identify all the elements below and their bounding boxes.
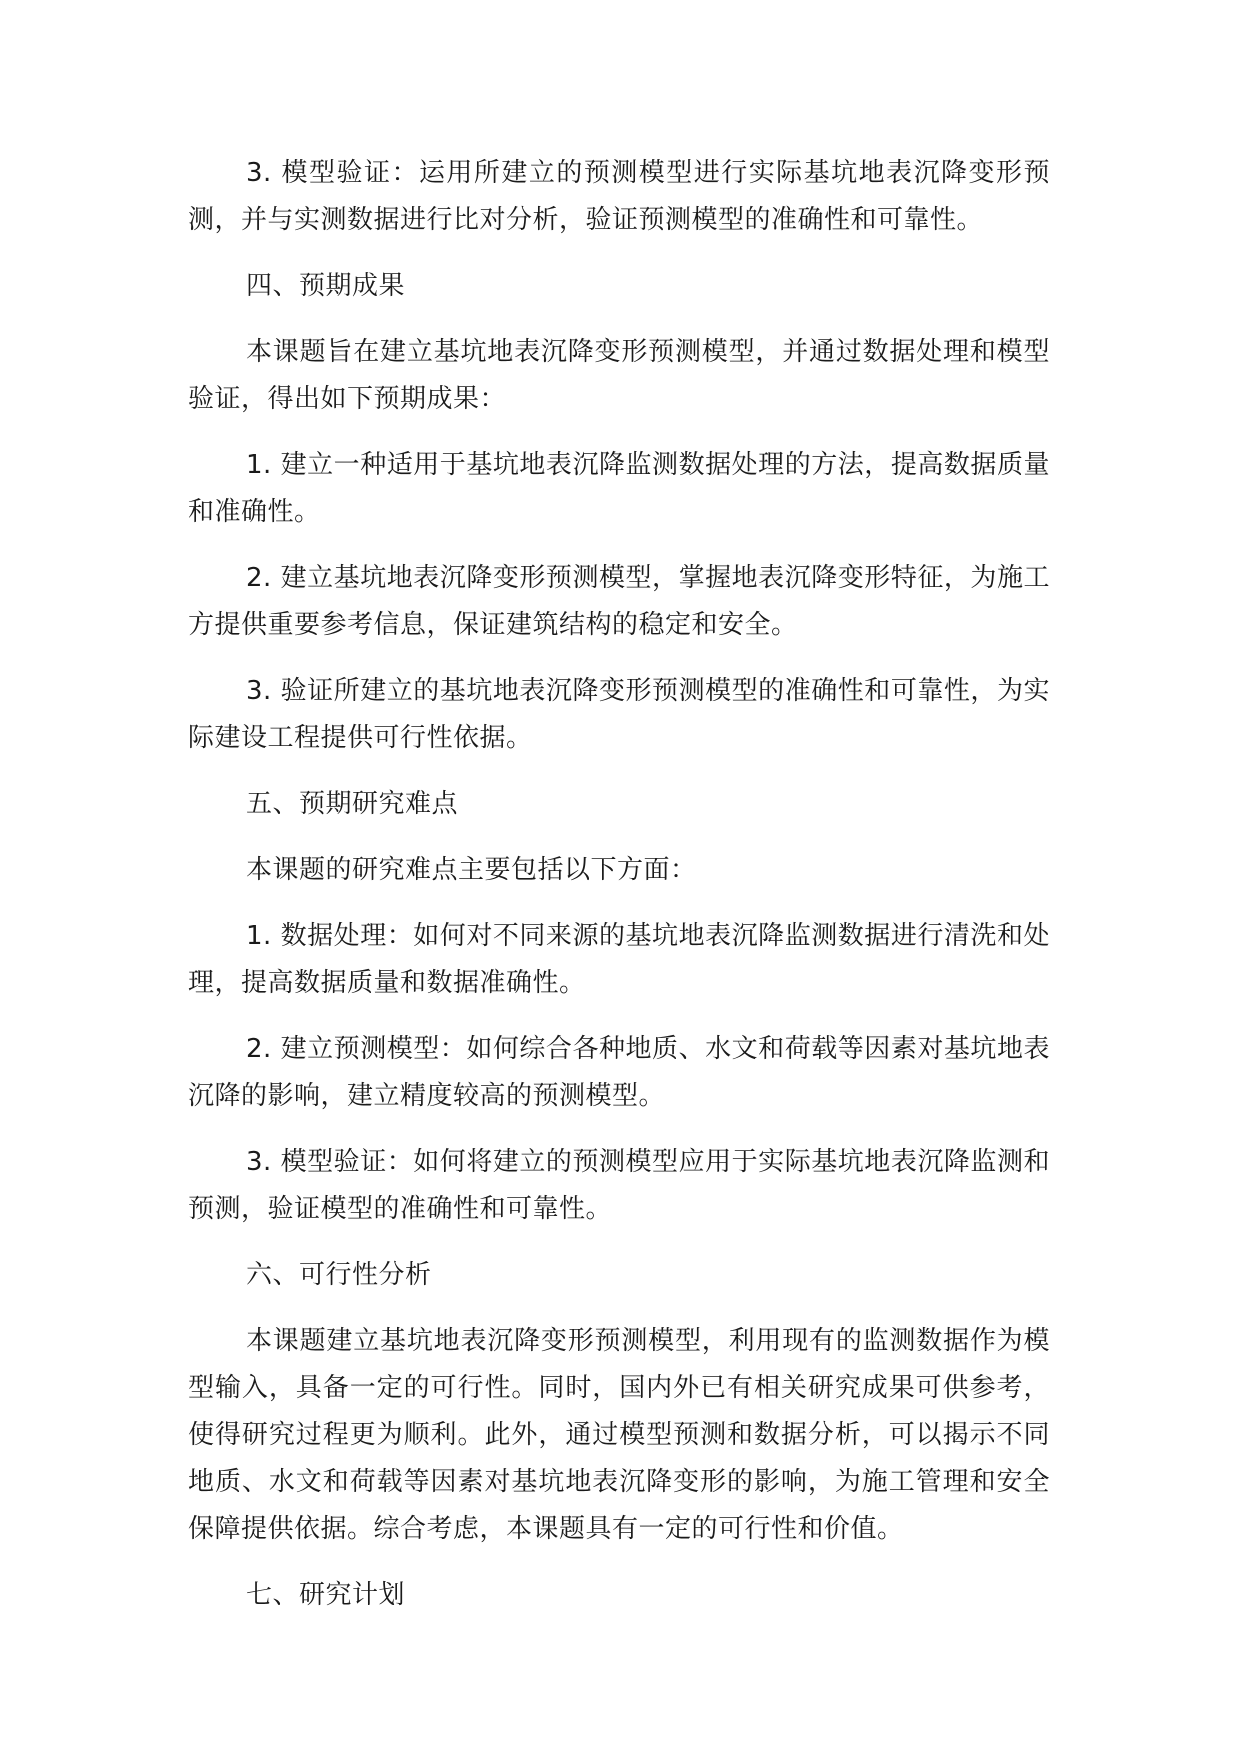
section-heading-expected-results: 四、预期成果: [246, 271, 406, 301]
paragraph-model-validation: 3. 模型验证：运用所建立的预测模型进行实际基坑地表沉降变形预测，并与实测数据进行比对分析，验证预测模型的准确性和可靠性。: [188, 158, 1050, 235]
section-heading-feasibility: 六、可行性分析: [246, 1260, 432, 1290]
paragraph-difficulty-2: 2. 建立预测模型：如何综合各种地质、水文和荷载等因素对基坑地表沉降的影响，建立精度较高的预测模型。: [188, 1034, 1050, 1111]
paragraph-difficulty-3: 3. 模型验证：如何将建立的预测模型应用于实际基坑地表沉降监测和预测，验证模型的准确性和可靠性。: [188, 1147, 1050, 1224]
paragraph-results-intro: 本课题旨在建立基坑地表沉降变形预测模型，并通过数据处理和模型验证，得出如下预期成果：: [188, 337, 1050, 414]
section-heading-research-plan: 七、研究计划: [246, 1580, 406, 1610]
paragraph-result-3: 3. 验证所建立的基坑地表沉降变形预测模型的准确性和可靠性，为实际建设工程提供可行性依据。: [188, 676, 1050, 753]
paragraph-result-1: 1. 建立一种适用于基坑地表沉降监测数据处理的方法，提高数据质量和准确性。: [188, 450, 1050, 527]
paragraph-difficulties-intro: 本课题的研究难点主要包括以下方面：: [246, 855, 697, 885]
paragraph-difficulty-1: 1. 数据处理：如何对不同来源的基坑地表沉降监测数据进行清洗和处理，提高数据质量和数据准确性。: [188, 921, 1050, 998]
paragraph-feasibility: 本课题建立基坑地表沉降变形预测模型，利用现有的监测数据作为模型输入，具备一定的可行性。同时，国内外已有相关研究成果可供参考，使得研究过程更为顺利。此外，通过模型预测和数据分析，可以揭示不同地质、水文和荷载等因素对基坑地表沉降变形的影响，为施工管理和安全保障提供依据。综合考虑，本课题具有一定的可行性和价值。: [188, 1326, 1050, 1544]
paragraph-result-2: 2. 建立基坑地表沉降变形预测模型，掌握地表沉降变形特征，为施工方提供重要参考信息，保证建筑结构的稳定和安全。: [188, 563, 1050, 640]
page-content: [188, 150, 1050, 1638]
section-heading-difficulties: 五、预期研究难点: [246, 789, 459, 819]
